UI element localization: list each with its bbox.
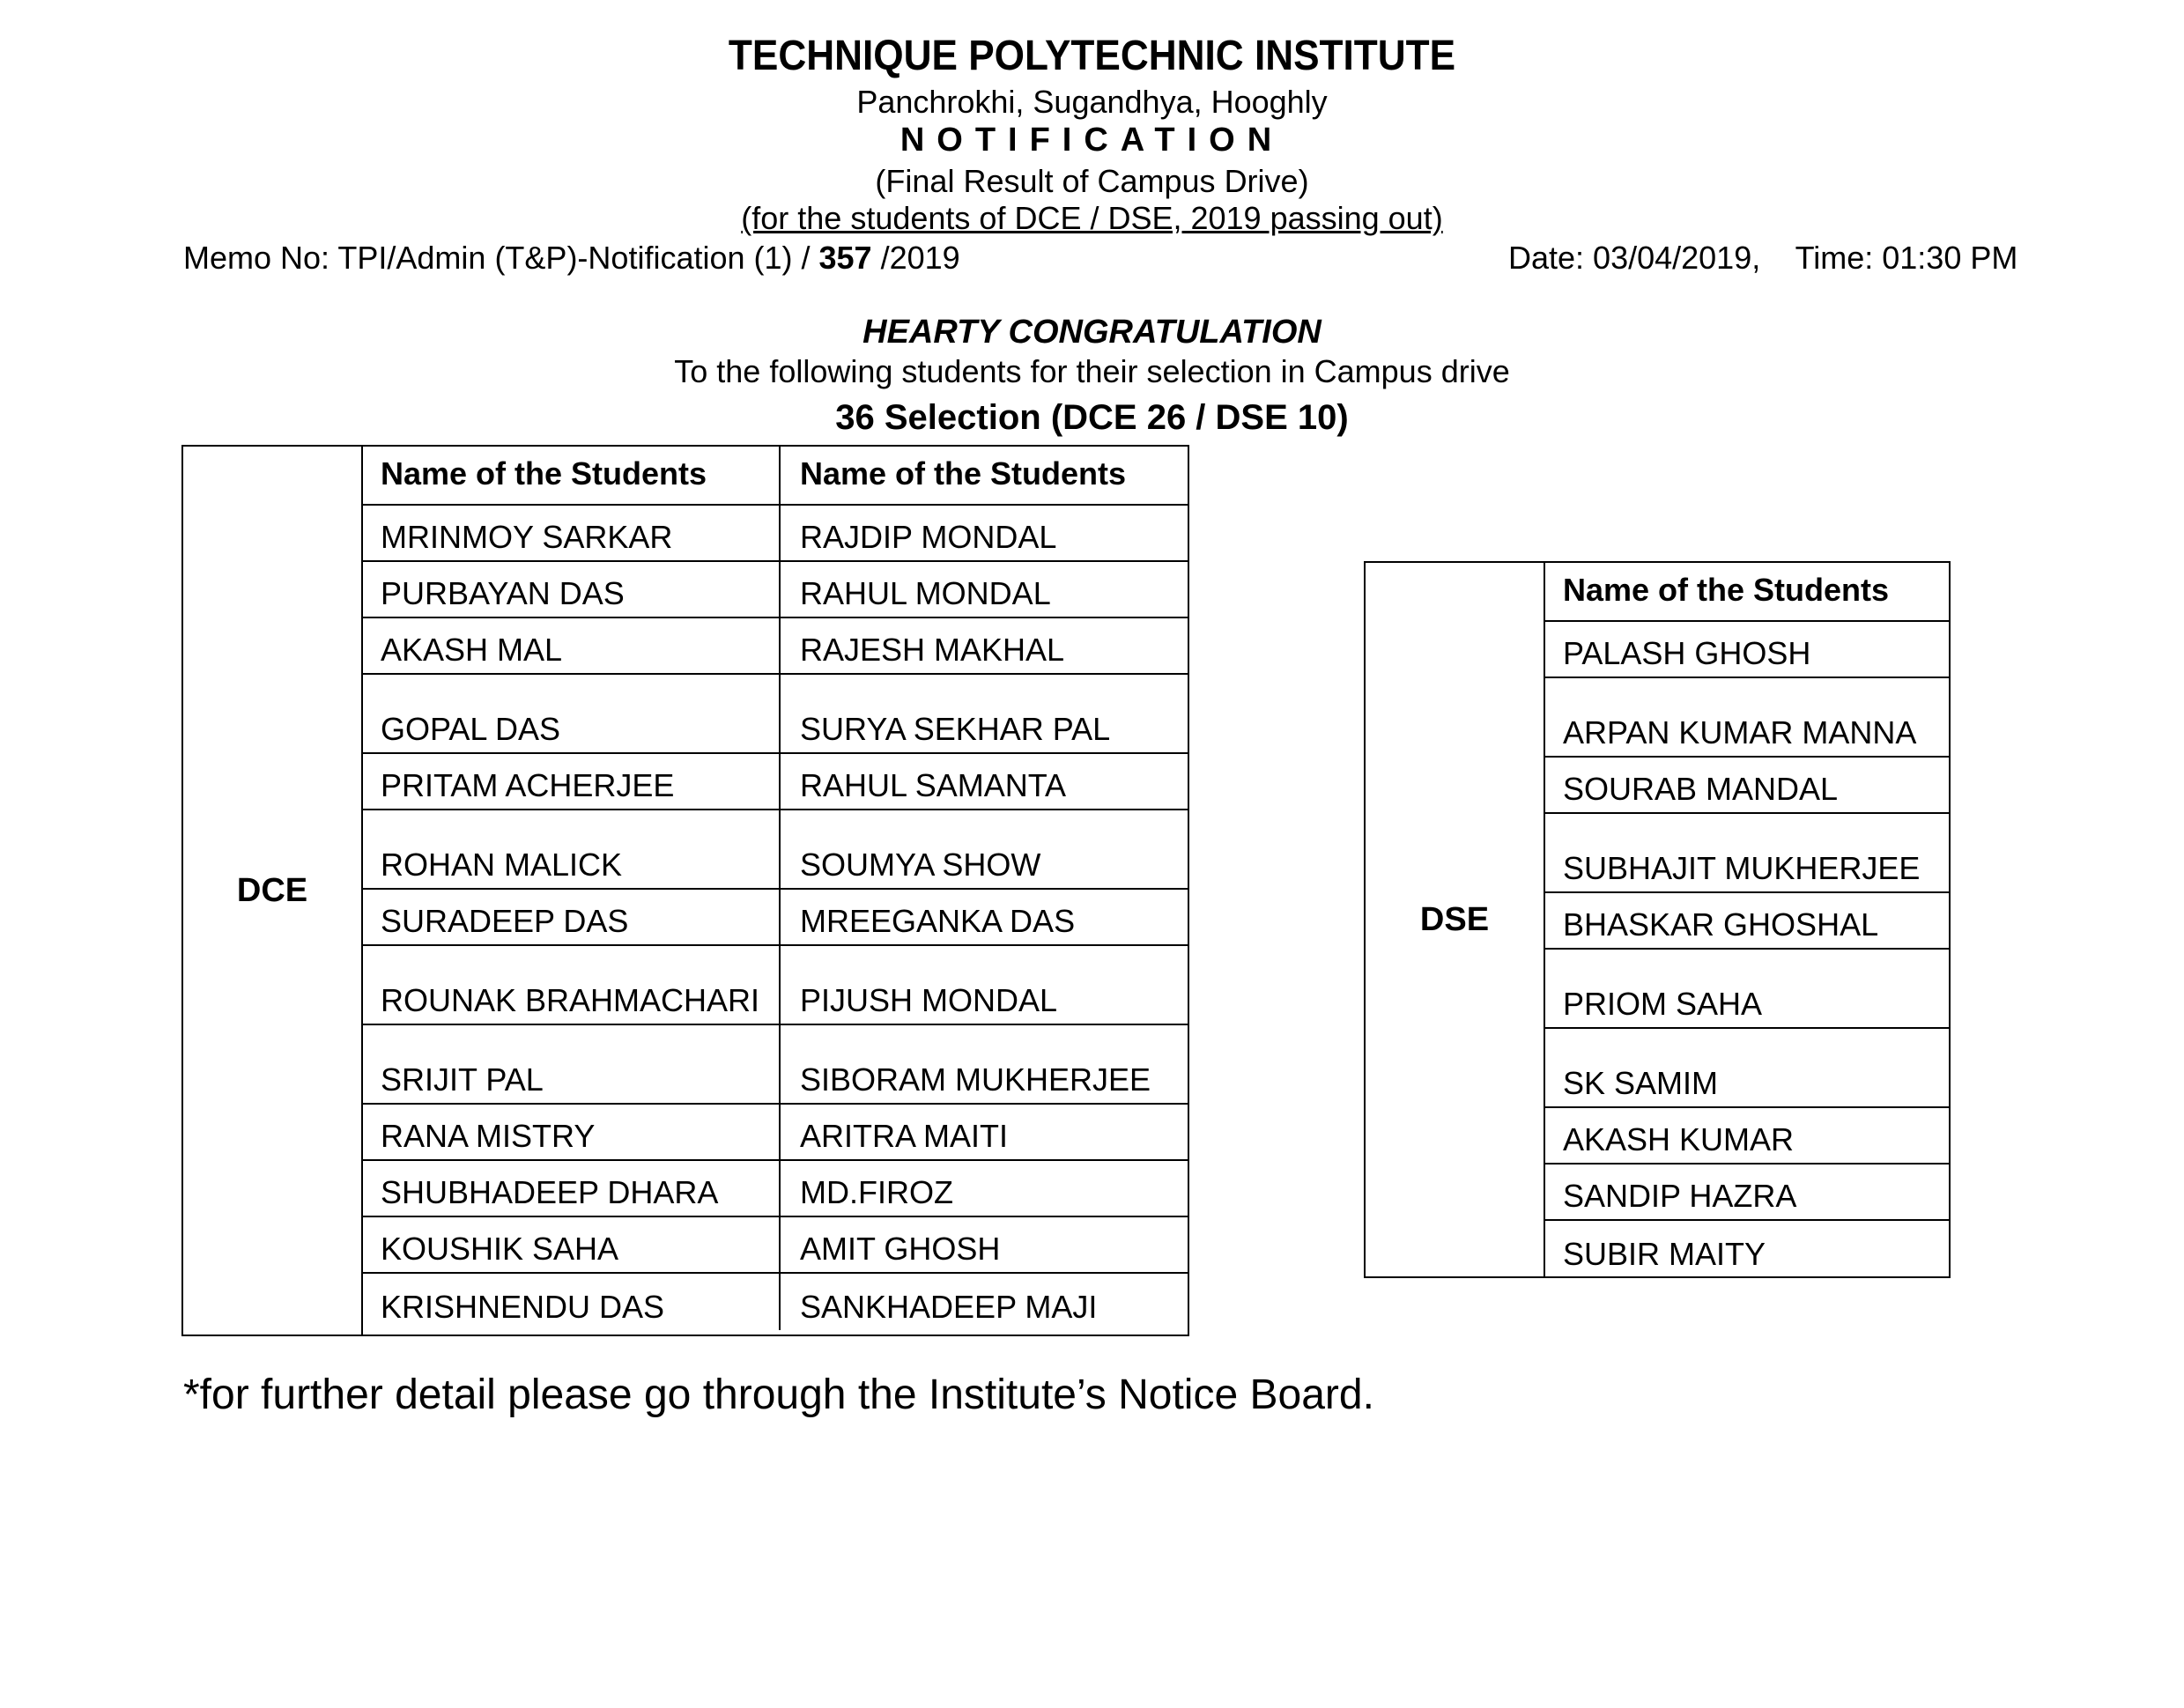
memo-date-time: Date: 03/04/2019, Time: 01:30 PM <box>1508 240 2018 276</box>
dce-student-name: AKASH MAL <box>361 618 779 675</box>
students-batch-line: (for the students of DCE / DSE, 2019 passing out) <box>741 200 1443 236</box>
dse-student-name: ARPAN KUMAR MANNA <box>1544 678 1949 758</box>
dce-label: DCE <box>183 447 363 1335</box>
dse-student-name: AKASH KUMAR <box>1544 1108 1949 1165</box>
congratulation-heading: HEARTY CONGRATULATION <box>862 314 1322 351</box>
dce-student-name: ROUNAK BRAHMACHARI <box>361 946 779 1025</box>
memo-suffix: /2019 <box>871 240 960 276</box>
institute-name: TECHNIQUE POLYTECHNIC INSTITUTE <box>728 33 1456 79</box>
dce-student-name: SANKHADEEP MAJI <box>779 1274 1188 1330</box>
dce-student-name: SURADEEP DAS <box>361 890 779 946</box>
dse-student-name: SUBHAJIT MUKHERJEE <box>1544 814 1949 893</box>
selection-intro: To the following students for their selection in Campus drive <box>674 353 1510 389</box>
memo-prefix: Memo No: TPI/Admin (T&P)-Notification (1) / <box>183 240 819 276</box>
dce-student-name: RAJDIP MONDAL <box>779 506 1188 562</box>
dce-student-name: RANA MISTRY <box>361 1105 779 1161</box>
dse-column-header: Name of the Students <box>1544 563 1949 622</box>
dse-student-name: SOURAB MANDAL <box>1544 758 1949 814</box>
dce-student-name: KRISHNENDU DAS <box>381 1289 665 1326</box>
dce-student-name: SURYA SEKHAR PAL <box>779 675 1188 754</box>
notification-heading: NOTIFICATION <box>900 122 1284 159</box>
memo-number <box>183 240 960 277</box>
dce-student-name: ARITRA MAITI <box>779 1105 1188 1161</box>
dce-student-name: RAJESH MAKHAL <box>779 618 1188 675</box>
dce-student-name: SRIJIT PAL <box>361 1025 779 1105</box>
dce-table <box>181 445 1189 1336</box>
footnote: *for further detail please go through the Institute’s Notice Board. <box>183 1372 1374 1418</box>
dse-student-name: BHASKAR GHOSHAL <box>1544 893 1949 950</box>
selection-total: 36 Selection (DCE 26 / DSE 10) <box>835 398 1349 437</box>
dse-student-name: SK SAMIM <box>1544 1029 1949 1108</box>
institute-address: Panchrokhi, Sugandhya, Hooghly <box>856 84 1328 120</box>
notification-subtitle: (Final Result of Campus Drive) <box>875 163 1309 199</box>
dce-student-name: KOUSHIK SAHA <box>361 1217 779 1274</box>
dse-label: DSE <box>1366 563 1545 1276</box>
dce-student-name: GOPAL DAS <box>361 675 779 754</box>
dse-student-name: SUBIR MAITY <box>1563 1236 1766 1273</box>
dce-student-name: AMIT GHOSH <box>779 1217 1188 1274</box>
dse-student-name: PRIOM SAHA <box>1544 950 1949 1029</box>
dce-student-name: MRINMOY SARKAR <box>361 506 779 562</box>
memo-serial: 357 <box>818 240 872 276</box>
dse-table <box>1364 561 1951 1278</box>
dce-student-name: PURBAYAN DAS <box>361 562 779 618</box>
dce-student-name: SHUBHADEEP DHARA <box>361 1161 779 1217</box>
dce-student-name: PRITAM ACHERJEE <box>361 754 779 810</box>
dse-student-name: SANDIP HAZRA <box>1544 1165 1949 1221</box>
dce-student-name: MD.FIROZ <box>779 1161 1188 1217</box>
dce-column-header: Name of the Students <box>361 447 779 506</box>
dse-student-name: PALASH GHOSH <box>1544 622 1949 678</box>
dce-student-name: SIBORAM MUKHERJEE <box>779 1025 1188 1105</box>
dce-student-name: SOUMYA SHOW <box>779 810 1188 890</box>
dce-student-name: MREEGANKA DAS <box>779 890 1188 946</box>
dce-student-name: ROHAN MALICK <box>361 810 779 890</box>
dce-student-name: RAHUL SAMANTA <box>779 754 1188 810</box>
dce-student-name: RAHUL MONDAL <box>779 562 1188 618</box>
dce-student-name: PIJUSH MONDAL <box>779 946 1188 1025</box>
dce-column-header: Name of the Students <box>779 447 1188 506</box>
